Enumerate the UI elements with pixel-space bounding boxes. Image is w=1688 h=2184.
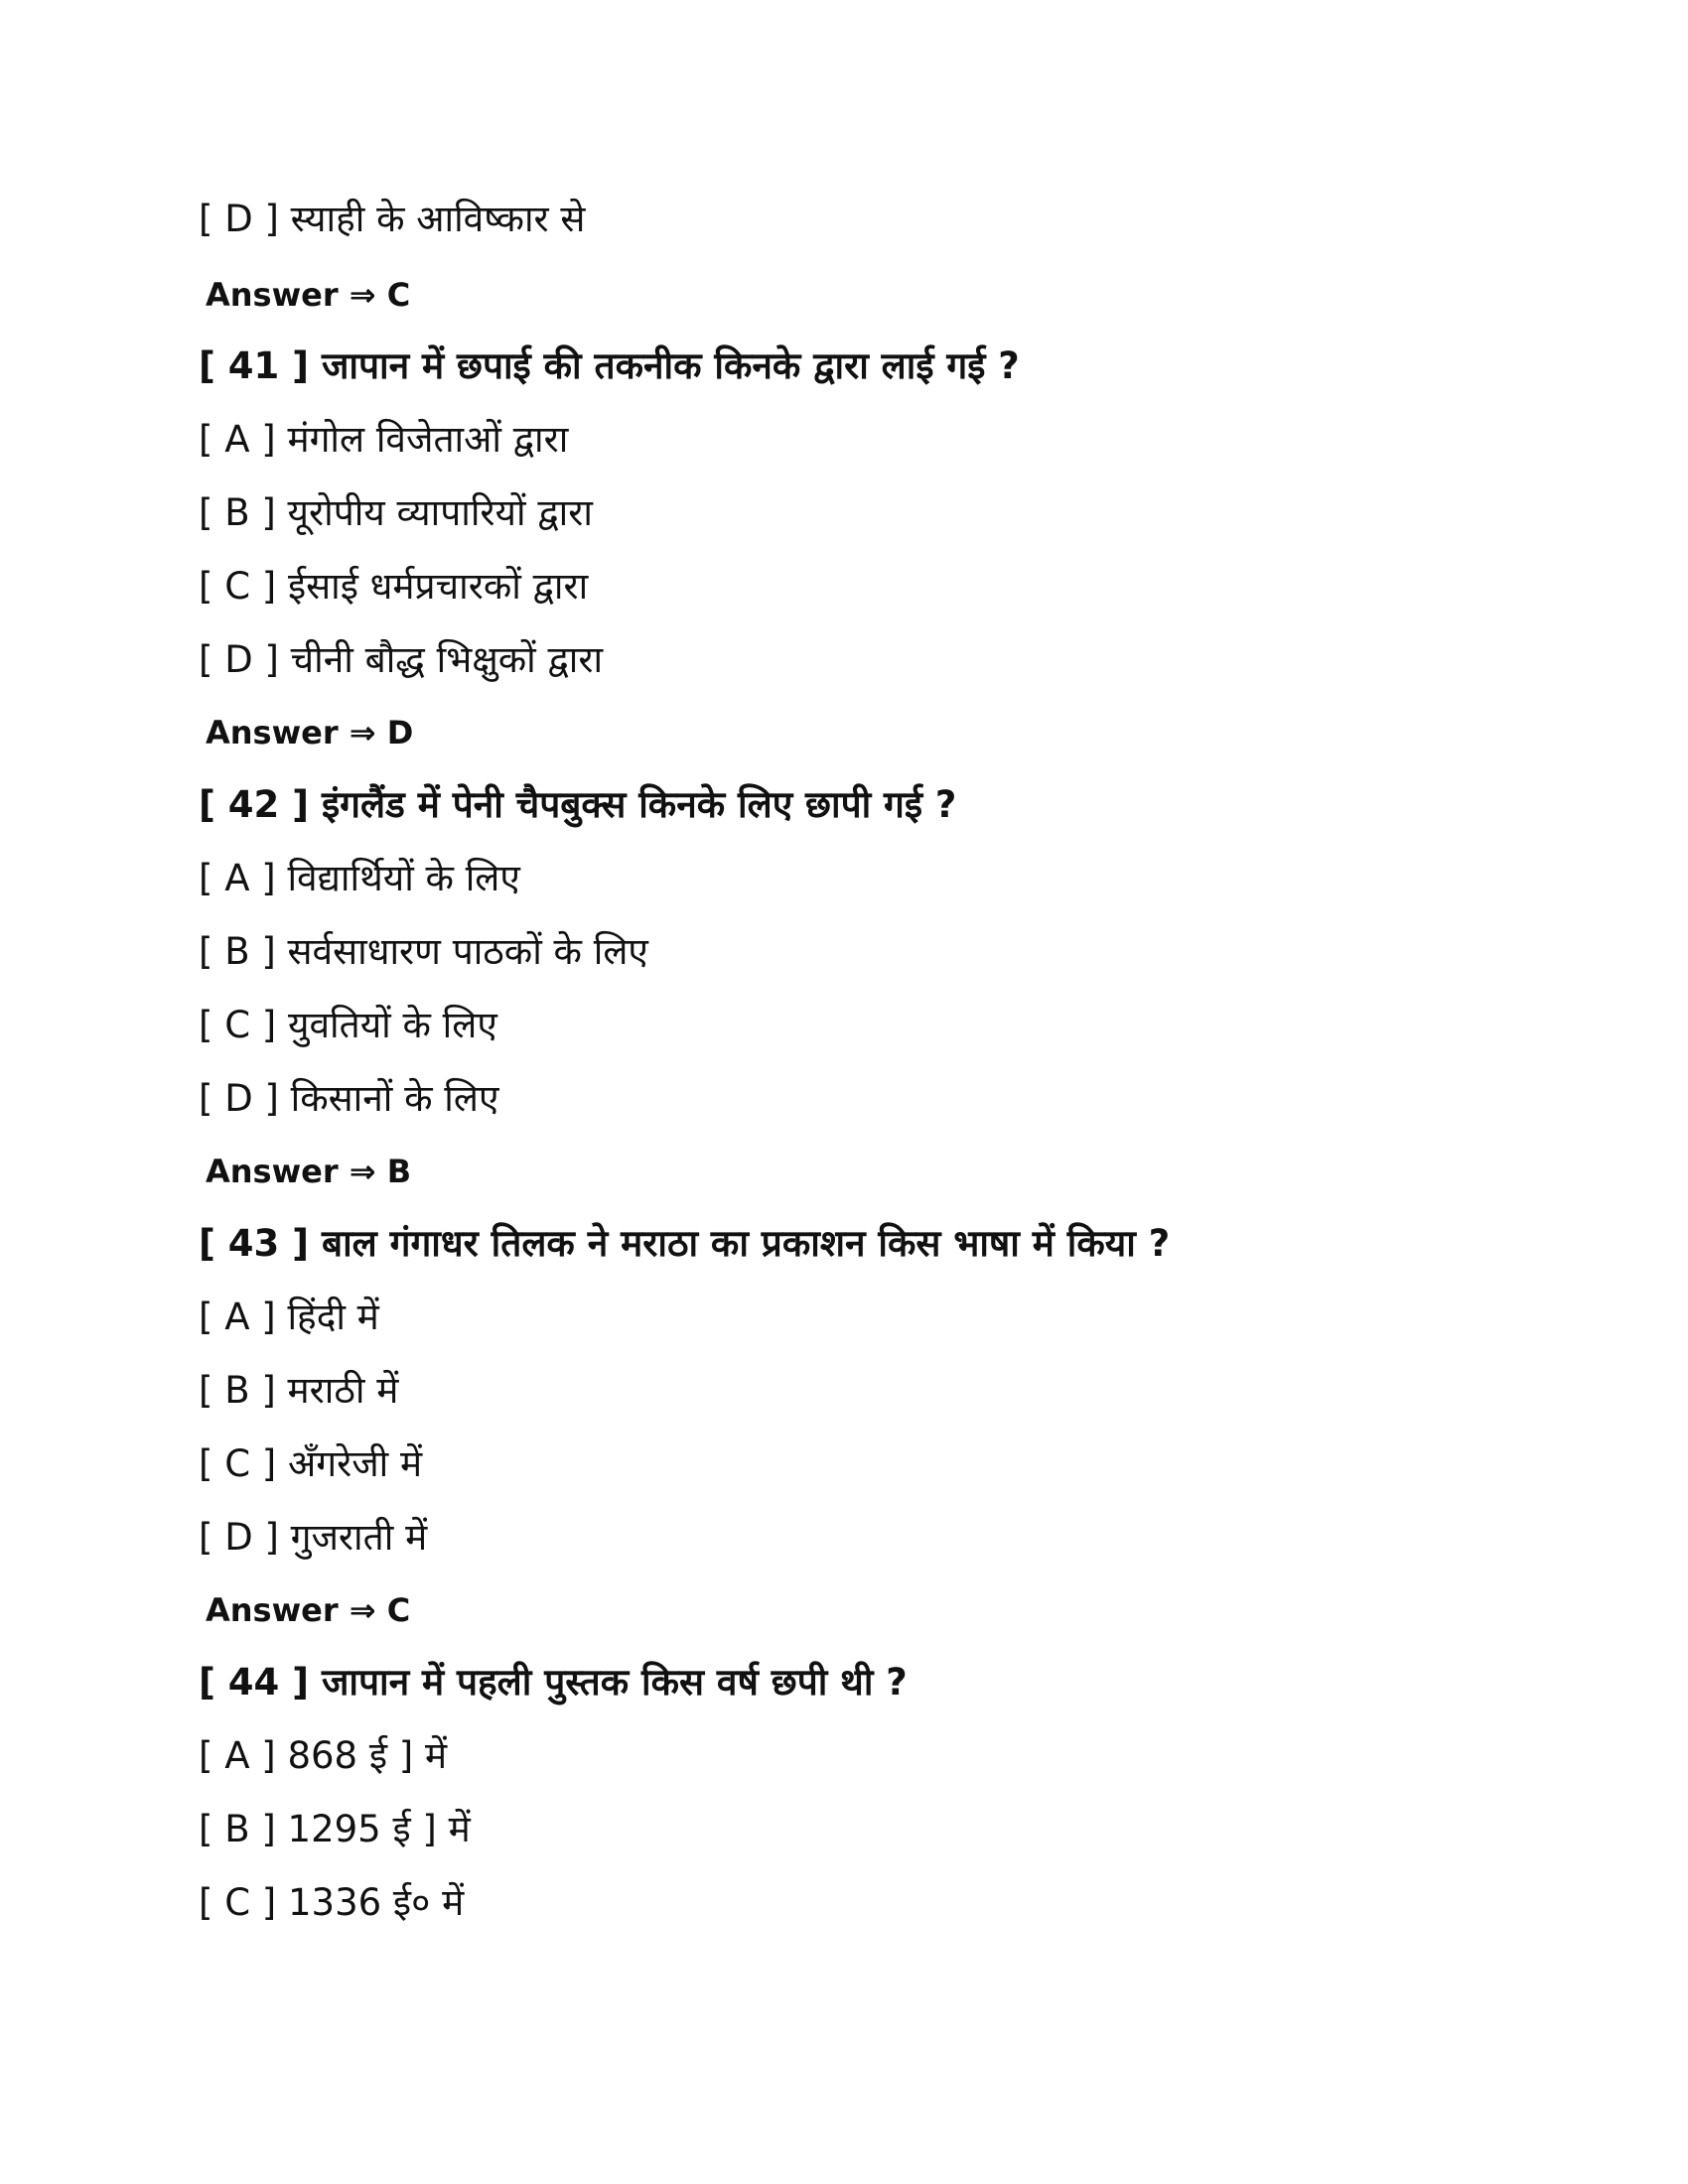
option-b-q41: [ B ] यूरोपीय व्यापारियों द्वारा (199, 491, 593, 534)
option-a-q41: [ A ] मंगोल विजेताओं द्वारा (199, 418, 569, 461)
question-43: [ 43 ] बाल गंगाधर तिलक ने मराठा का प्रकाशन किस भाषा में किया ? (199, 1222, 1171, 1265)
option-c-q43: [ C ] अँगरेजी में (199, 1442, 423, 1485)
option-b-q43: [ B ] मराठी में (199, 1369, 399, 1412)
option-b-q44: [ B ] 1295 ई ] में (199, 1808, 471, 1850)
option-a-q43: [ A ] हिंदी में (199, 1296, 379, 1338)
question-42: [ 42 ] इंगलैंड में पेनी चैपबुक्स किनके लिए छापी गई ? (199, 783, 957, 826)
option-b-q42: [ B ] सर्वसाधारण पाठकों के लिए (199, 930, 648, 973)
question-41: [ 41 ] जापान में छपाई की तकनीक किनके द्वारा लाई गई ? (199, 344, 1020, 387)
option-a-q44: [ A ] 868 ई ] में (199, 1734, 448, 1777)
option-c-q41: [ C ] ईसाई धर्मप्रचारकों द्वारा (199, 565, 589, 608)
answer-q43: Answer ⇒ C (206, 1591, 411, 1629)
option-c-q44: [ C ] 1336 ई० में (199, 1881, 465, 1924)
answer-q42: Answer ⇒ B (206, 1153, 412, 1190)
answer-q41: Answer ⇒ D (206, 714, 414, 751)
option-c-q42: [ C ] युवतियों के लिए (199, 1004, 497, 1046)
option-d-q41: [ D ] चीनी बौद्ध भिक्षुकों द्वारा (199, 638, 604, 681)
option-a-q42: [ A ] विद्यार्थियों के लिए (199, 857, 520, 899)
option-d-q40: [ D ] स्याही के आविष्कार से (199, 198, 586, 240)
option-d-q42: [ D ] किसानों के लिए (199, 1077, 499, 1120)
answer-q40: Answer ⇒ C (206, 276, 411, 314)
option-d-q43: [ D ] गुजराती में (199, 1516, 428, 1559)
question-44: [ 44 ] जापान में पहली पुस्तक किस वर्ष छपी थी ? (199, 1661, 908, 1704)
